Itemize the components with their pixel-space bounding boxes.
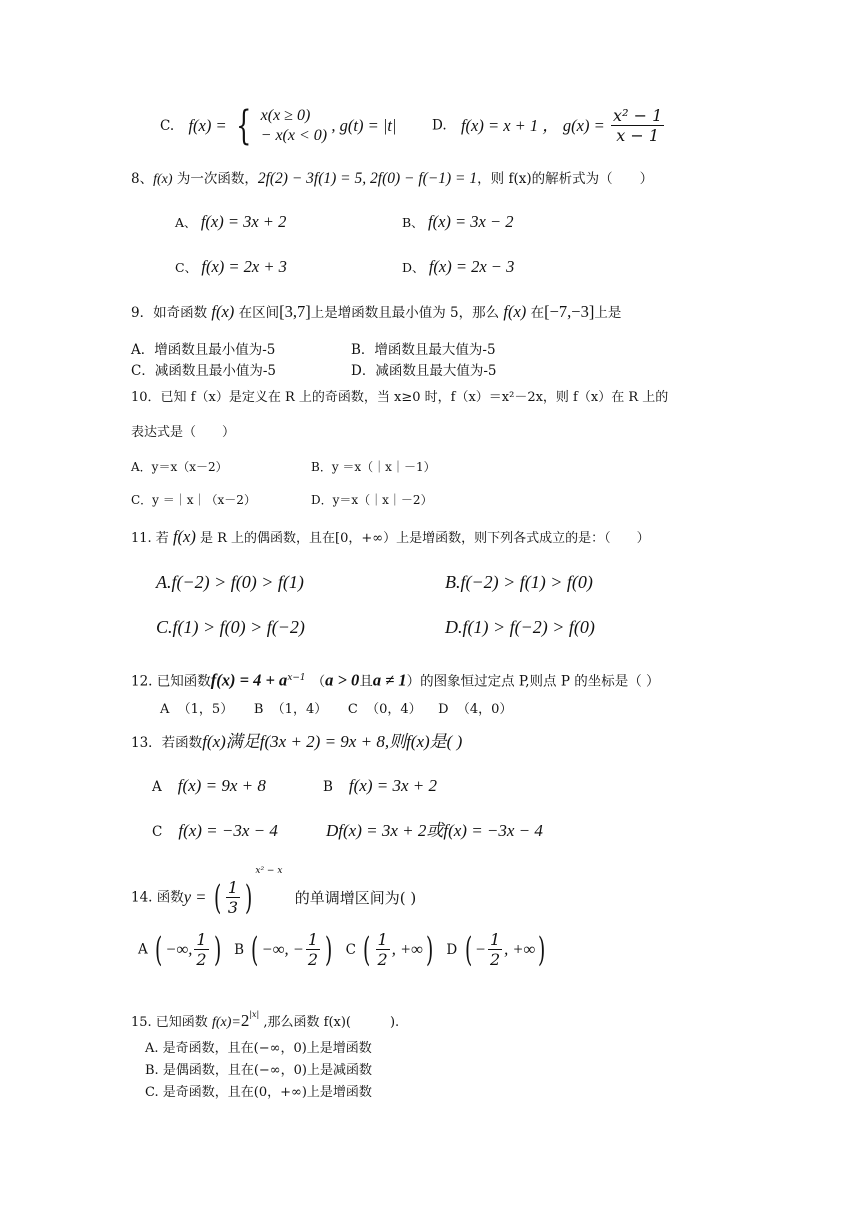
q7-d-den: x − 1 bbox=[616, 126, 660, 145]
q14-left-paren: ( bbox=[213, 877, 221, 918]
q11-stem bbox=[131, 528, 650, 548]
q9-fx-2: f(x) bbox=[503, 302, 527, 321]
q8-text-2: ，则 f(x)的解析式为（ ） bbox=[477, 171, 654, 187]
q11-text-2: 是 R 上的偶函数，且在[0，+∞）上是增函数，则下列各式成立的是：（ ） bbox=[195, 531, 650, 546]
q15-text-1: 15. 已知函数 bbox=[131, 1015, 212, 1030]
q13-c: f(x) = −3x − 4 bbox=[178, 821, 278, 840]
q15-option-c: C. 是奇函数，且在(0，+∞)上是增函数 bbox=[145, 1085, 372, 1100]
q10-stem-line2: 表达式是（ ） bbox=[131, 425, 236, 440]
q7-c-case1: x(x ≥ 0) bbox=[260, 107, 311, 124]
q14-stem bbox=[131, 862, 417, 918]
q14-base-den: 3 bbox=[227, 898, 239, 917]
q14-y: y = bbox=[183, 887, 207, 907]
q7-c-brace: { bbox=[235, 103, 252, 149]
q9-interval-1: [3,7] bbox=[279, 302, 311, 321]
q8-b-label: B、 bbox=[402, 215, 424, 230]
q12-exponent: x−1 bbox=[287, 673, 306, 683]
q12-text-2: （ bbox=[311, 673, 326, 690]
q11-option-b: B.f(−2) > f(1) > f(0) bbox=[445, 572, 593, 592]
q13-c-label: C bbox=[152, 824, 163, 840]
q15-exponent: |x| bbox=[249, 1010, 260, 1019]
q14-b-left: −∞, − bbox=[261, 939, 304, 959]
q15-text-2: ,那么函数 f(x)( ). bbox=[259, 1015, 400, 1030]
q14-exponent: x² − x bbox=[255, 866, 283, 876]
q14-c-lparen: ( bbox=[363, 929, 371, 970]
q15-option-a: A. 是奇函数，且在(−∞，0)上是增函数 bbox=[145, 1041, 372, 1056]
q14-b-lparen: ( bbox=[251, 929, 259, 970]
q13-option-b bbox=[323, 777, 437, 796]
q14-base-num: 1 bbox=[227, 878, 239, 897]
q14-a-label: A bbox=[138, 941, 148, 958]
q7-c-label: C. bbox=[160, 118, 175, 134]
q10-option-b: B．y ＝x（｜x｜－1） bbox=[311, 460, 436, 474]
q13-b: f(x) = 3x + 2 bbox=[348, 776, 438, 795]
q9-fx-1: f(x) bbox=[211, 302, 235, 321]
q13-option-c bbox=[152, 822, 278, 841]
q14-text-1: 14. 函数 bbox=[131, 889, 184, 906]
q12-cond-1: a > 0 bbox=[325, 670, 360, 690]
q14-d-rparen: ) bbox=[538, 929, 546, 970]
q12-text-3: 且 bbox=[359, 673, 373, 690]
q8-b: f(x) = 3x − 2 bbox=[427, 212, 514, 231]
q9-text-1: 9．如奇函数 bbox=[131, 305, 212, 321]
q15-base: 2 bbox=[240, 1011, 250, 1030]
q12-text-1: 12. 已知函数 bbox=[131, 673, 211, 690]
q14-base-fraction bbox=[226, 878, 240, 917]
q14-a-den: 2 bbox=[196, 950, 207, 969]
q14-text-2: 的单调增区间为( ) bbox=[294, 888, 417, 907]
q13-a: f(x) = 9x + 8 bbox=[177, 776, 266, 795]
q14-b-fraction bbox=[306, 930, 320, 969]
q14-c-label: C bbox=[345, 941, 356, 958]
q8-c: f(x) = 2x + 3 bbox=[201, 257, 287, 276]
q11-option-c: C.f(1) > f(0) > f(−2) bbox=[156, 617, 305, 637]
q8-d-label: D、 bbox=[402, 260, 425, 275]
q8-a: f(x) = 3x + 2 bbox=[200, 212, 287, 231]
q14-c-den: 2 bbox=[377, 950, 388, 969]
q8-condition: 2f(2) − 3f(1) = 5, 2f(0) − f(−1) = 1 bbox=[257, 170, 478, 187]
q14-d-num: 1 bbox=[489, 930, 501, 949]
q14-a-fraction bbox=[194, 930, 208, 969]
q14-c-right: , +∞ bbox=[391, 939, 423, 959]
q12-options: A （1，5） B （1，4） C （0，4） D （4，0） bbox=[160, 702, 513, 717]
q12-stem bbox=[131, 669, 660, 691]
q14-right-paren: ) bbox=[245, 877, 253, 918]
q7-c-case2: − x(x < 0) bbox=[260, 127, 328, 144]
q13-a-label: A bbox=[152, 779, 162, 795]
q14-a-num: 1 bbox=[196, 930, 207, 949]
q14-options bbox=[138, 930, 549, 982]
q13-text-1: 13．若函数 bbox=[131, 735, 203, 751]
q14-a-left: −∞, bbox=[165, 939, 193, 959]
q9-text-5: 上是 bbox=[594, 305, 622, 321]
q15-stem bbox=[131, 1006, 399, 1032]
q14-c-num: 1 bbox=[377, 930, 388, 949]
q14-b-num: 1 bbox=[307, 930, 319, 949]
q11-fx: f(x) bbox=[172, 527, 196, 546]
q14-a-rparen: ) bbox=[213, 929, 221, 970]
q15-option-b: B. 是偶函数，且在(−∞，0)上是减函数 bbox=[145, 1063, 372, 1078]
q8-text-1: 为一次函数， bbox=[172, 171, 258, 187]
q8-option-c bbox=[175, 258, 287, 277]
q14-a-lparen: ( bbox=[155, 929, 163, 970]
q12-fx: f(x) = 4 + a bbox=[210, 670, 288, 690]
q8-c-label: C、 bbox=[175, 260, 198, 275]
q14-d-fraction bbox=[488, 930, 502, 969]
q8-d: f(x) = 2x − 3 bbox=[428, 257, 515, 276]
q11-option-a: A.f(−2) > f(0) > f(1) bbox=[156, 572, 304, 592]
q7-d-label: D. bbox=[432, 117, 447, 134]
q9-text-3: 上是增函数且最小值为 5，那么 bbox=[310, 305, 504, 321]
q14-d-right: , +∞ bbox=[504, 939, 536, 959]
q14-c-fraction bbox=[376, 930, 390, 969]
q7-c-g: , g(t) = |t| bbox=[331, 116, 397, 135]
q9-option-c: C．减函数且最小值为-5 bbox=[131, 363, 276, 379]
q9-option-b: B．增函数且最大值为-5 bbox=[351, 342, 496, 358]
q10-option-c: C．y ＝｜x｜（x－2） bbox=[131, 493, 256, 507]
q14-b-rparen: ) bbox=[325, 929, 333, 970]
q14-b-label: B bbox=[234, 941, 245, 958]
q11-option-d: D.f(1) > f(−2) > f(0) bbox=[445, 617, 595, 637]
q13-b-label: B bbox=[323, 779, 333, 795]
q7-d-num: x² − 1 bbox=[613, 106, 663, 125]
q14-d-lparen: ( bbox=[464, 929, 472, 970]
q8-a-label: A、 bbox=[175, 215, 197, 230]
q14-b-den: 2 bbox=[307, 950, 319, 969]
q10-stem-line1: 10．已知 f（x）是定义在 R 上的奇函数，当 x≥0 时，f（x）＝x²－2x，则 f（x）在 R 上的 bbox=[131, 390, 669, 405]
q14-c-rparen: ) bbox=[425, 929, 434, 970]
q12-cond-2: a ≠ 1 bbox=[372, 670, 407, 690]
q9-text-2: 在区间 bbox=[234, 305, 280, 321]
q9-option-d: D．减函数且最大值为-5 bbox=[351, 363, 497, 379]
q8-number: 8、 bbox=[131, 171, 154, 187]
q8-stem bbox=[131, 170, 653, 189]
q7-c-cases bbox=[261, 106, 327, 146]
q9-option-a: A．增函数且最小值为-5 bbox=[131, 342, 276, 358]
q13-stem bbox=[131, 733, 462, 752]
q8-option-d bbox=[402, 258, 514, 277]
q13-option-a bbox=[152, 777, 266, 796]
q10-option-d: D．y＝x（｜x｜－2） bbox=[311, 493, 433, 507]
q13-option-d: Df(x) = 3x + 2或f(x) = −3x − 4 bbox=[326, 821, 543, 840]
q15-fx: f(x)= bbox=[211, 1015, 241, 1030]
q7-option-d bbox=[432, 106, 666, 154]
q13-condition: f(x)满足f(3x + 2) = 9x + 8,则f(x)是( ) bbox=[202, 732, 463, 751]
q14-d-den: 2 bbox=[489, 950, 501, 969]
q9-stem bbox=[131, 303, 621, 322]
q8-option-a bbox=[175, 213, 286, 232]
q8-fx: f(x) bbox=[153, 172, 173, 187]
q14-d-left: − bbox=[474, 939, 486, 959]
q8-option-b bbox=[402, 213, 513, 232]
q9-text-4: 在 bbox=[526, 305, 545, 321]
q7-c-f: f(x) = bbox=[188, 116, 227, 135]
q9-interval-2: [−7,−3] bbox=[544, 302, 595, 321]
q14-d-label: D bbox=[446, 941, 458, 958]
q12-text-4: ）的图象恒过定点 P,则点 P 的坐标是（ ） bbox=[406, 673, 660, 690]
q7-option-c bbox=[160, 103, 397, 154]
q11-text-1: 11. 若 bbox=[131, 531, 173, 546]
q10-option-a: A．y＝x（x－2） bbox=[131, 460, 228, 474]
q7-d-f: f(x) = x + 1 ， g(x) = bbox=[460, 115, 605, 135]
q7-d-fraction bbox=[611, 106, 664, 145]
